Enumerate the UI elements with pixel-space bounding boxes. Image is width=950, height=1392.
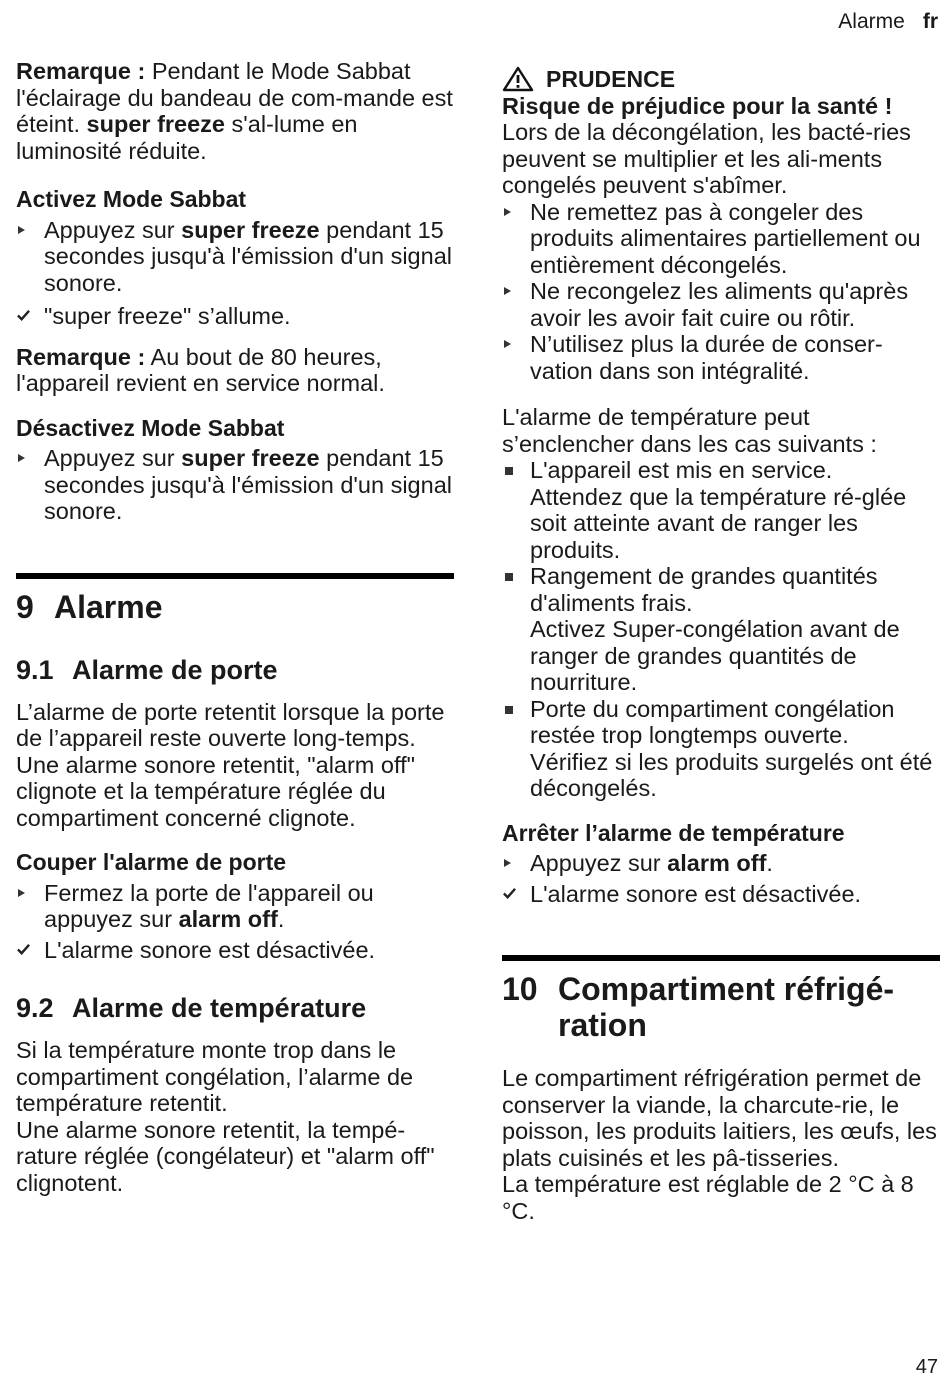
list-item: Appuyez sur alarm off. (502, 850, 940, 877)
list-item: L'appareil est mis en service. Attendez que la température ré-glée soit atteinte avant de ranger les produits. (502, 457, 940, 563)
stop-door-alarm-steps (16, 880, 454, 964)
note-label: Remarque : (16, 58, 146, 84)
triangle-bullet-icon (504, 287, 511, 295)
warning-triangle-icon (502, 66, 534, 92)
fridge-paragraph: Le compartiment réfrigération permet de conserver la viande, la charcute-rie, le poisson, les produits laitiers, les œufs, les plats cuisinés et les pâ-tisseries. (502, 1065, 937, 1171)
left-column (16, 58, 454, 1196)
caution-heading: PRUDENCE (502, 66, 940, 93)
list-item: Appuyez sur super freeze pendant 15 secondes jusqu'à l'émission d'un signal sonore. (16, 217, 454, 297)
list-item: Rangement de grandes quantités d'aliments frais. Activez Super-congélation avant de ranger de grandes quantités de nourriture. (502, 563, 940, 696)
list-item: N’utilisez plus la durée de conser-vation dans son intégralité. (502, 331, 940, 384)
stop-temp-alarm-steps (502, 850, 940, 907)
header-section: Alarme (838, 10, 905, 33)
list-item: Ne remettez pas à congeler des produits alimentaires partiellement ou entièrement décongelés. (502, 199, 940, 279)
square-bullet-icon (505, 467, 513, 475)
square-bullet-icon (505, 706, 513, 714)
right-column (502, 66, 940, 1224)
triangle-bullet-icon (504, 208, 511, 216)
list-item: L'alarme sonore est désactivée. (502, 881, 940, 908)
list-item: Appuyez sur super freeze pendant 15 secondes jusqu'à l'émission d'un signal sonore. (16, 445, 454, 525)
temp-alarm-paragraph: Si la température monte trop dans le compartiment congélation, l’alarme de température retentit. (16, 1037, 414, 1116)
caution-text: Lors de la décongélation, les bacté-ries peuvent se multiplier et les ali-ments congelés peuvent s'abîmer. (502, 119, 911, 198)
temp-alarm-intro: L'alarme de température peut s’enclencher dans les cas suivants : (502, 404, 877, 457)
checkmark-icon (503, 887, 516, 900)
section-9-2-heading: 9.2 Alarme de température (16, 993, 367, 1023)
caution-risk: Risque de préjudice pour la santé ! (502, 92, 893, 119)
triangle-bullet-icon (504, 340, 511, 348)
list-item: Fermez la porte de l'appareil ou appuyez sur alarm off. (16, 880, 454, 933)
activate-sabbat-steps (16, 217, 454, 330)
chapter-10-heading: 10 Compartiment réfrigé-ration (502, 955, 940, 1043)
checkmark-icon (17, 943, 30, 956)
temp-alarm-cases (502, 457, 940, 802)
header-language: fr (922, 10, 938, 33)
square-bullet-icon (505, 573, 513, 581)
activate-sabbat-heading: Activez Mode Sabbat (16, 186, 247, 212)
triangle-bullet-icon (18, 889, 25, 897)
triangle-bullet-icon (18, 454, 25, 462)
running-header (838, 9, 938, 36)
triangle-bullet-icon (18, 226, 25, 234)
triangle-bullet-icon (504, 859, 511, 867)
checkmark-icon (17, 309, 30, 322)
list-item: Porte du compartiment congélation restée trop longtemps ouverte. Vérifiez si les produits surgelés ont été décongelés. (502, 696, 940, 802)
list-item: L'alarme sonore est désactivée. (16, 937, 454, 964)
chapter-9-heading: 9 Alarme (16, 573, 454, 625)
list-item: Ne recongelez les aliments qu'après avoir les avoir fait cuire ou rôtir. (502, 278, 940, 331)
stop-temp-alarm-heading: Arrêter l’alarme de température (502, 819, 845, 846)
deactivate-sabbat-heading: Désactivez Mode Sabbat (16, 414, 285, 441)
caution-steps (502, 199, 940, 385)
stop-door-alarm-heading: Couper l'alarme de porte (16, 849, 287, 875)
list-item: "super freeze" s’allume. (16, 303, 454, 330)
temp-alarm-paragraph-2: Une alarme sonore retentit, la tempé-rature réglée (congélateur) et "alarm off" clignotent. (16, 1116, 435, 1196)
fridge-temperature-paragraph: La température est réglable de 2 °C à 8 °C. (502, 1171, 914, 1224)
note-sabbat-lighting: Remarque : Pendant le Mode Sabbat l'éclairage du bandeau de com-mande est éteint. super freeze s'al-lume en luminosité réduite. (16, 58, 453, 164)
page-number: 47 (915, 1355, 938, 1378)
door-alarm-paragraph-2: Une alarme sonore retentit, "alarm off" clignote et la température réglée du compartiment concerné clignote. (16, 751, 415, 831)
note-80-hours: Remarque : Au bout de 80 heures, l'appareil revient en service normal. (16, 343, 385, 396)
deactivate-sabbat-steps (16, 445, 454, 525)
door-alarm-paragraph: L’alarme de porte retentit lorsque la porte de l’appareil reste ouverte long-temps. (16, 698, 445, 751)
section-9-1-heading: 9.1 Alarme de porte (16, 654, 278, 685)
